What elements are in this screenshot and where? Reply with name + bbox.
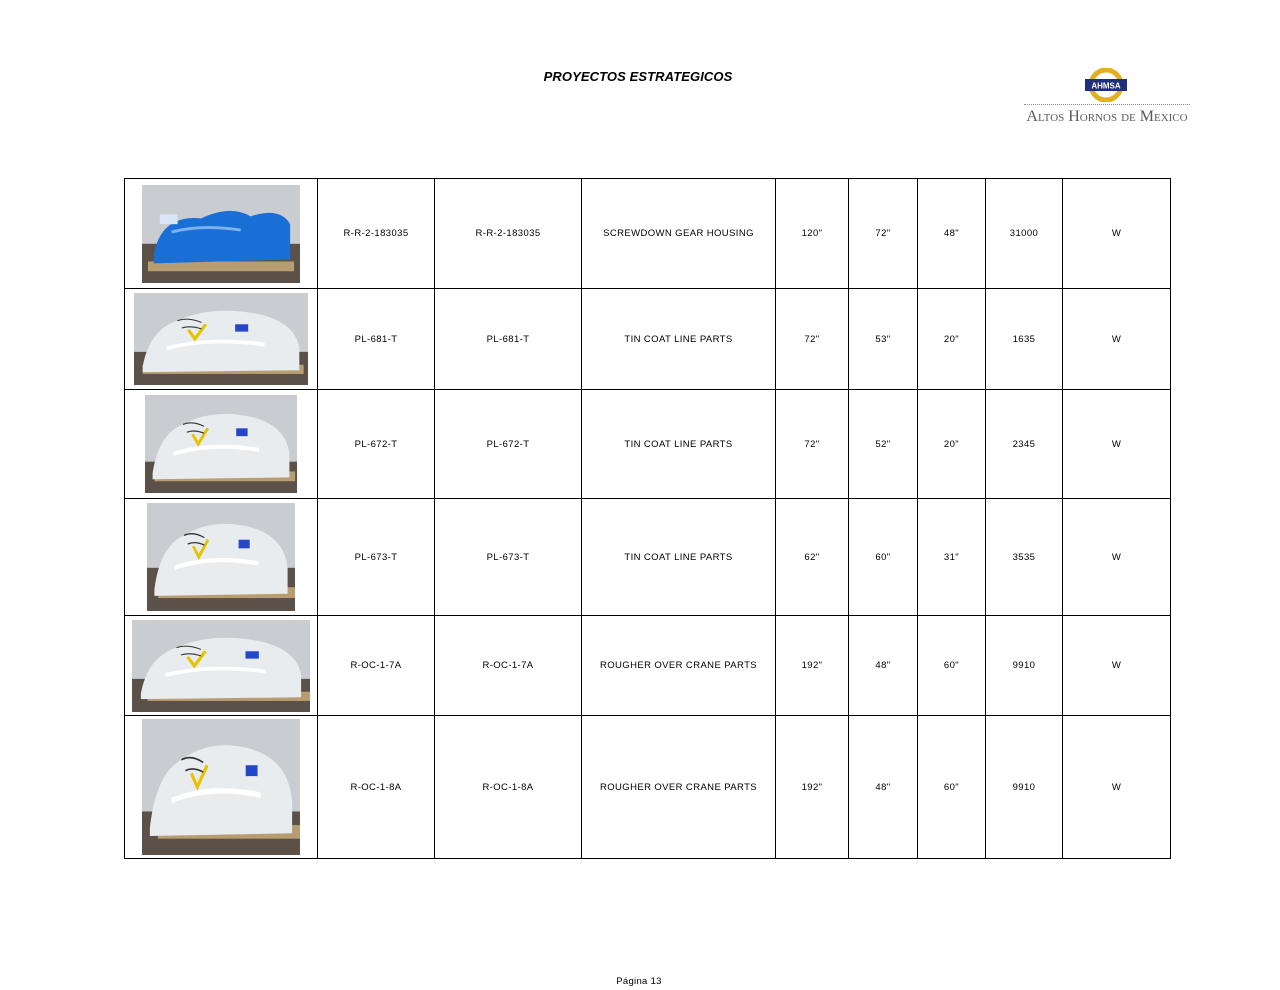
photo-cell	[125, 499, 318, 616]
length-cell: 72"	[776, 289, 849, 390]
photo-cell	[125, 390, 318, 499]
table-row	[125, 499, 1171, 616]
status-cell: W	[1063, 499, 1171, 616]
length-cell: 192"	[776, 716, 849, 859]
height-cell: 20"	[918, 289, 986, 390]
width-cell: 72"	[849, 179, 918, 289]
status-cell: W	[1063, 716, 1171, 859]
description-cell: TIN COAT LINE PARTS	[582, 289, 776, 390]
photo-cell	[125, 616, 318, 716]
description-cell: ROUGHER OVER CRANE PARTS	[582, 716, 776, 859]
logo-company-name: Altos Hornos de Mexico	[1026, 108, 1188, 125]
description-cell: TIN COAT LINE PARTS	[582, 390, 776, 499]
width-cell: 48"	[849, 616, 918, 716]
description-cell: ROUGHER OVER CRANE PARTS	[582, 616, 776, 716]
item-code-cell: R-OC-1-8A	[318, 716, 435, 859]
width-cell: 60"	[849, 499, 918, 616]
description-cell: TIN COAT LINE PARTS	[582, 499, 776, 616]
width-cell: 52"	[849, 390, 918, 499]
width-cell: 48"	[849, 716, 918, 859]
weight-cell: 31000	[986, 179, 1063, 289]
part-photo	[142, 719, 300, 855]
table-row	[125, 289, 1171, 390]
status-cell: W	[1063, 616, 1171, 716]
description-cell: SCREWDOWN GEAR HOUSING	[582, 179, 776, 289]
width-cell: 53"	[849, 289, 918, 390]
ahmsa-emblem-icon	[1084, 68, 1128, 102]
logo-badge-text: AHMSA	[1091, 81, 1121, 91]
photo-cell	[125, 716, 318, 859]
part-photo	[134, 293, 308, 385]
part-number-cell: R-OC-1-7A	[435, 616, 582, 716]
weight-cell: 2345	[986, 390, 1063, 499]
length-cell: 62"	[776, 499, 849, 616]
item-code-cell: R-OC-1-7A	[318, 616, 435, 716]
part-photo	[145, 395, 297, 493]
height-cell: 31"	[918, 499, 986, 616]
status-cell: W	[1063, 390, 1171, 499]
height-cell: 60"	[918, 716, 986, 859]
table-row	[125, 716, 1171, 859]
table-row	[125, 179, 1171, 289]
length-cell: 120"	[776, 179, 849, 289]
weight-cell: 1635	[986, 289, 1063, 390]
height-cell: 48"	[918, 179, 986, 289]
logo-divider	[1024, 104, 1190, 105]
table-row	[125, 390, 1171, 499]
part-photo	[147, 503, 295, 611]
part-photo	[132, 620, 310, 712]
parts-table	[124, 178, 1171, 859]
height-cell: 60"	[918, 616, 986, 716]
length-cell: 72"	[776, 390, 849, 499]
page-number: Página 13	[616, 976, 662, 987]
item-code-cell: PL-673-T	[318, 499, 435, 616]
status-cell: W	[1063, 179, 1171, 289]
page-title: PROYECTOS ESTRATEGICOS	[543, 69, 733, 84]
photo-cell	[125, 179, 318, 289]
part-number-cell: PL-681-T	[435, 289, 582, 390]
height-cell: 20"	[918, 390, 986, 499]
part-number-cell: PL-673-T	[435, 499, 582, 616]
weight-cell: 3535	[986, 499, 1063, 616]
part-number-cell: R-OC-1-8A	[435, 716, 582, 859]
item-code-cell: R-R-2-183035	[318, 179, 435, 289]
status-cell: W	[1063, 289, 1171, 390]
item-code-cell: PL-672-T	[318, 390, 435, 499]
company-logo	[1022, 66, 1192, 130]
table-row	[125, 616, 1171, 716]
part-number-cell: PL-672-T	[435, 390, 582, 499]
length-cell: 192"	[776, 616, 849, 716]
part-number-cell: R-R-2-183035	[435, 179, 582, 289]
weight-cell: 9910	[986, 616, 1063, 716]
part-photo	[142, 185, 300, 283]
item-code-cell: PL-681-T	[318, 289, 435, 390]
photo-cell	[125, 289, 318, 390]
weight-cell: 9910	[986, 716, 1063, 859]
